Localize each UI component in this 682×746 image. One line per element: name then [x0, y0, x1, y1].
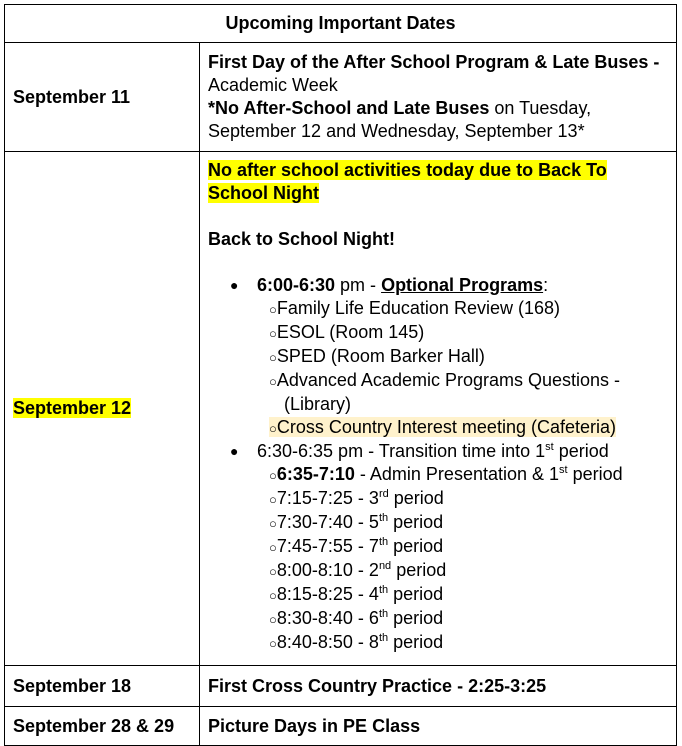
list-item: ○Advanced Academic Programs Questions -: [269, 370, 621, 390]
table-title-row: [5, 5, 677, 43]
event-text: on Tuesday, September 12 and Wednesday, September 13*: [208, 98, 592, 141]
list-item: ● 6:00-6:30 pm - Optional Programs:: [208, 274, 668, 297]
date-highlighted: September 12: [13, 398, 132, 418]
event-bold: First Day of the After School Program & Late Buses -: [208, 52, 660, 72]
table-title: Upcoming Important Dates: [5, 5, 677, 43]
list-item: ○7:15-7:25 - 3rd period: [269, 488, 444, 508]
event-line: [208, 51, 668, 97]
important-dates-table: [4, 4, 677, 746]
date-cell: September 28 & 29: [5, 707, 200, 746]
event-text: First Cross Country Practice - 2:25-3:25: [208, 675, 547, 696]
list-item: ○Cross Country Interest meeting (Cafeteria): [269, 417, 616, 437]
list-item: ○8:15-8:25 - 4th period: [269, 584, 444, 604]
list-item: ○SPED (Room Barker Hall): [269, 346, 485, 366]
event-text: Academic Week: [208, 75, 338, 95]
date-cell: September 18: [5, 666, 200, 707]
table-row: [5, 152, 677, 666]
table-row: [5, 707, 677, 746]
list-item: ○8:40-8:50 - 8th period: [269, 632, 444, 652]
list-item: ○7:30-7:40 - 5th period: [269, 512, 444, 532]
list-item: ● 6:30-6:35 pm - Transition time into 1st period: [208, 440, 668, 463]
event-bold: *No After-School and Late Buses: [208, 98, 490, 118]
date-cell: [5, 152, 200, 666]
notice-highlight: No after school activities today due to Back To School Night: [208, 160, 607, 203]
table-row: [5, 666, 677, 707]
event-text: Picture Days in PE Class: [208, 715, 421, 736]
event-cell: [200, 707, 677, 746]
event-heading: Back to School Night!: [208, 229, 396, 249]
event-line: [208, 97, 668, 143]
event-cell: [200, 666, 677, 707]
event-cell: [200, 152, 677, 666]
list-item: ○8:30-8:40 - 6th period: [269, 608, 444, 628]
date-cell: September 11: [5, 43, 200, 152]
list-item: ○6:35-7:10 - Admin Presentation & 1st period: [269, 464, 623, 484]
list-item: ○8:00-8:10 - 2nd period: [269, 560, 447, 580]
list-item-continued: (Library): [284, 394, 352, 414]
optional-programs-label: Optional Programs: [381, 275, 544, 295]
table-row: [5, 43, 677, 152]
event-cell: [200, 43, 677, 152]
schedule-list: [208, 274, 668, 655]
list-item: ○Family Life Education Review (168): [269, 298, 560, 318]
list-item: ○ESOL (Room 145): [269, 322, 425, 342]
list-item: ○7:45-7:55 - 7th period: [269, 536, 444, 556]
